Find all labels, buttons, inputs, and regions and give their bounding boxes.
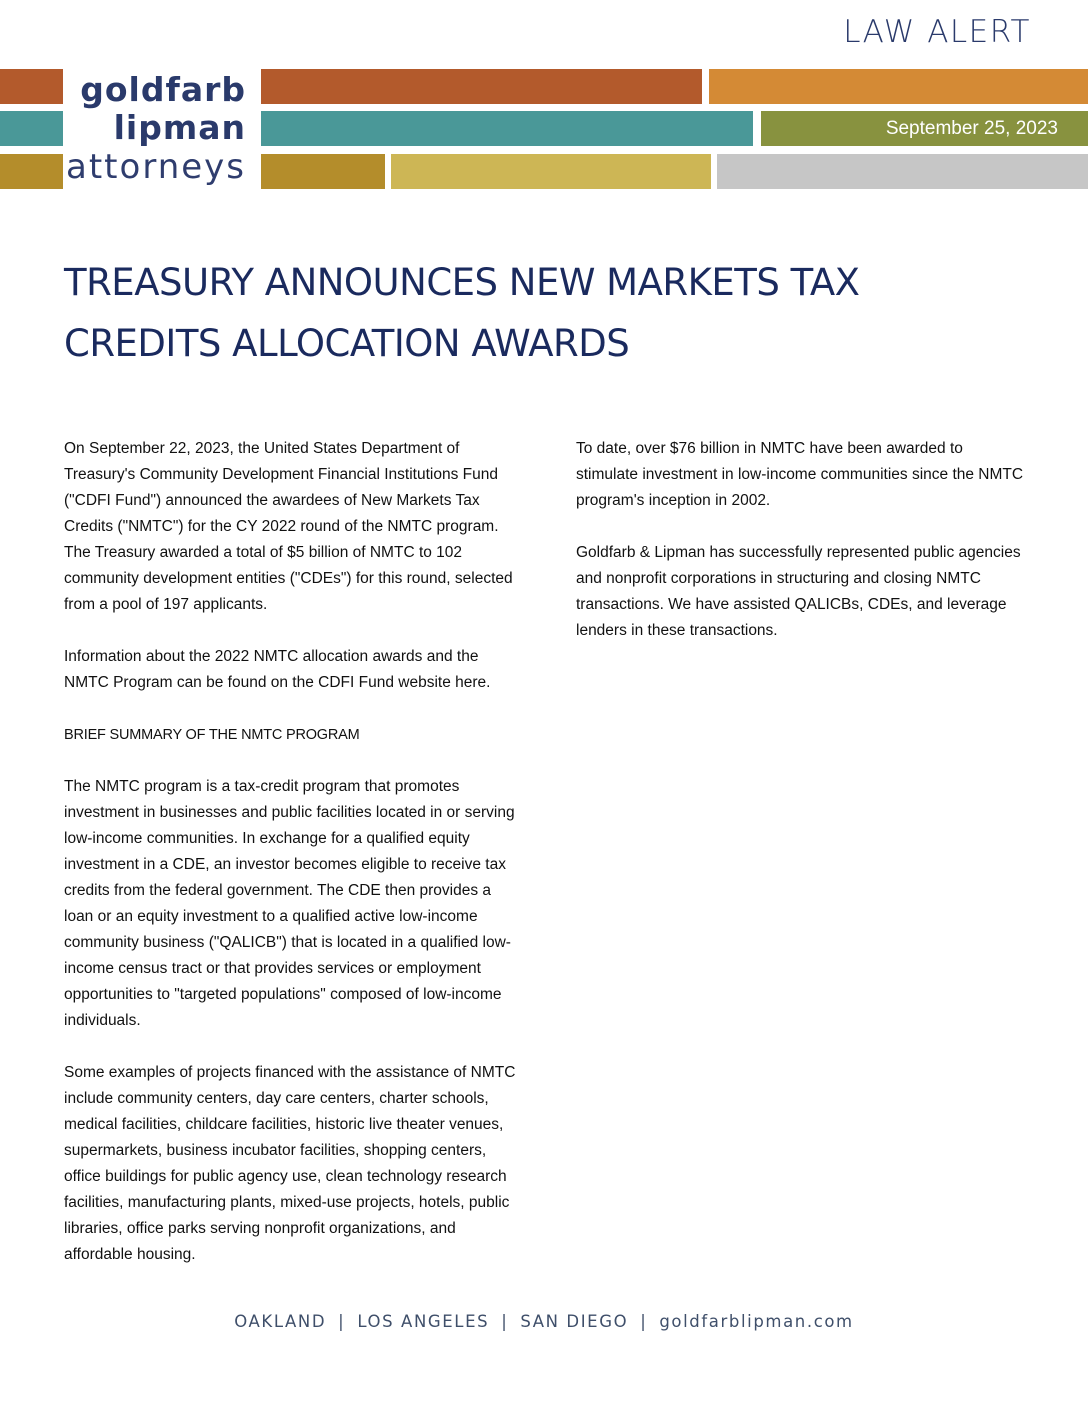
header-bar-rust-left [0,69,63,104]
header-bar-ochre-left [0,154,63,189]
publication-date: September 25, 2023 [885,118,1058,139]
header-bar-yellow [391,154,711,189]
footer-separator: | [338,1312,346,1331]
paragraph-firm-experience: Goldfarb & Lipman has successfully represented public agencies and nonprofit corporations in structuring and closing NMTC transactions. We have assisted QALICBs, CDEs, and leverage lenders in these transactions. [576,544,1021,639]
right-column [576,436,1024,670]
paragraph-program-summary: The NMTC program is a tax-credit program that promotes investment in businesses and public facilities located in or serving low-income communities. In exchange for a qualified equity investment in a CDE, an investor becomes eligible to receive tax credits from the federal government. The CDE then provides a loan or an equity investment to a qualified active low-income community business ("QALICB") that is located in a qualified low-income census tract or that provides services or employment opportunities to "targeted populations" composed of low-income individuals. [64,778,515,1029]
paragraph-info: Information about the 2022 NMTC allocation awards and the NMTC Program can be found on the CDFI Fund website here. [64,648,491,691]
section-heading: BRIEF SUMMARY OF THE NMTC PROGRAM [64,727,360,743]
header-bar-ochre [261,154,385,189]
header-bar-orange [709,69,1088,104]
footer-location-oakland: OAKLAND [234,1312,327,1331]
footer-separator: | [501,1312,509,1331]
header-bar-teal [261,111,753,146]
logo-line-attorneys: attorneys [66,147,246,187]
header-bar-teal-left [0,111,63,146]
header-bar-gray [717,154,1088,189]
law-alert-label: LAW ALERT [843,14,1031,50]
logo-line-lipman: lipman [113,108,246,147]
paragraph-project-examples: Some examples of projects financed with the assistance of NMTC include community centers, day care centers, charter schools, medical facilities, childcare facilities, historic live theater venues, supermarkets, business incubator facilities, shopping centers, office buildings for public agency use, clean technology research facilities, manufacturing plants, mixed-use projects, hotels, public libraries, office parks serving nonprofit organizations, and affordable housing. [64,1064,516,1263]
header-bar-rust [261,69,702,104]
article-title: TREASURY ANNOUNCES NEW MARKETS TAX CREDITS ALLOCATION AWARDS [64,261,860,365]
footer-separator: | [640,1312,648,1331]
paragraph-announcement: On September 22, 2023, the United States Department of Treasury's Community Development Financial Institutions Fund ("CDFI Fund") announced the awardees of New Markets Tax Credits ("NMTC") for the CY 2022 round of the NMTC program. The Treasury awarded a total of $5 billion of NMTC to 102 community development entities ("CDEs") for this round, selected from a pool of 197 applicants. [64,440,513,613]
footer-location-san-diego: SAN DIEGO [520,1312,629,1331]
logo-line-goldfarb: goldfarb [80,70,246,109]
paragraph-to-date: To date, over $76 billion in NMTC have been awarded to stimulate investment in low-income communities since the NMTC program's inception in 2002. [576,440,1024,509]
footer-website-link[interactable]: goldfarblipman.com [659,1312,854,1331]
footer-location-los-angeles: LOS ANGELES [357,1312,490,1331]
footer [0,1312,1088,1331]
left-column [64,436,516,1294]
